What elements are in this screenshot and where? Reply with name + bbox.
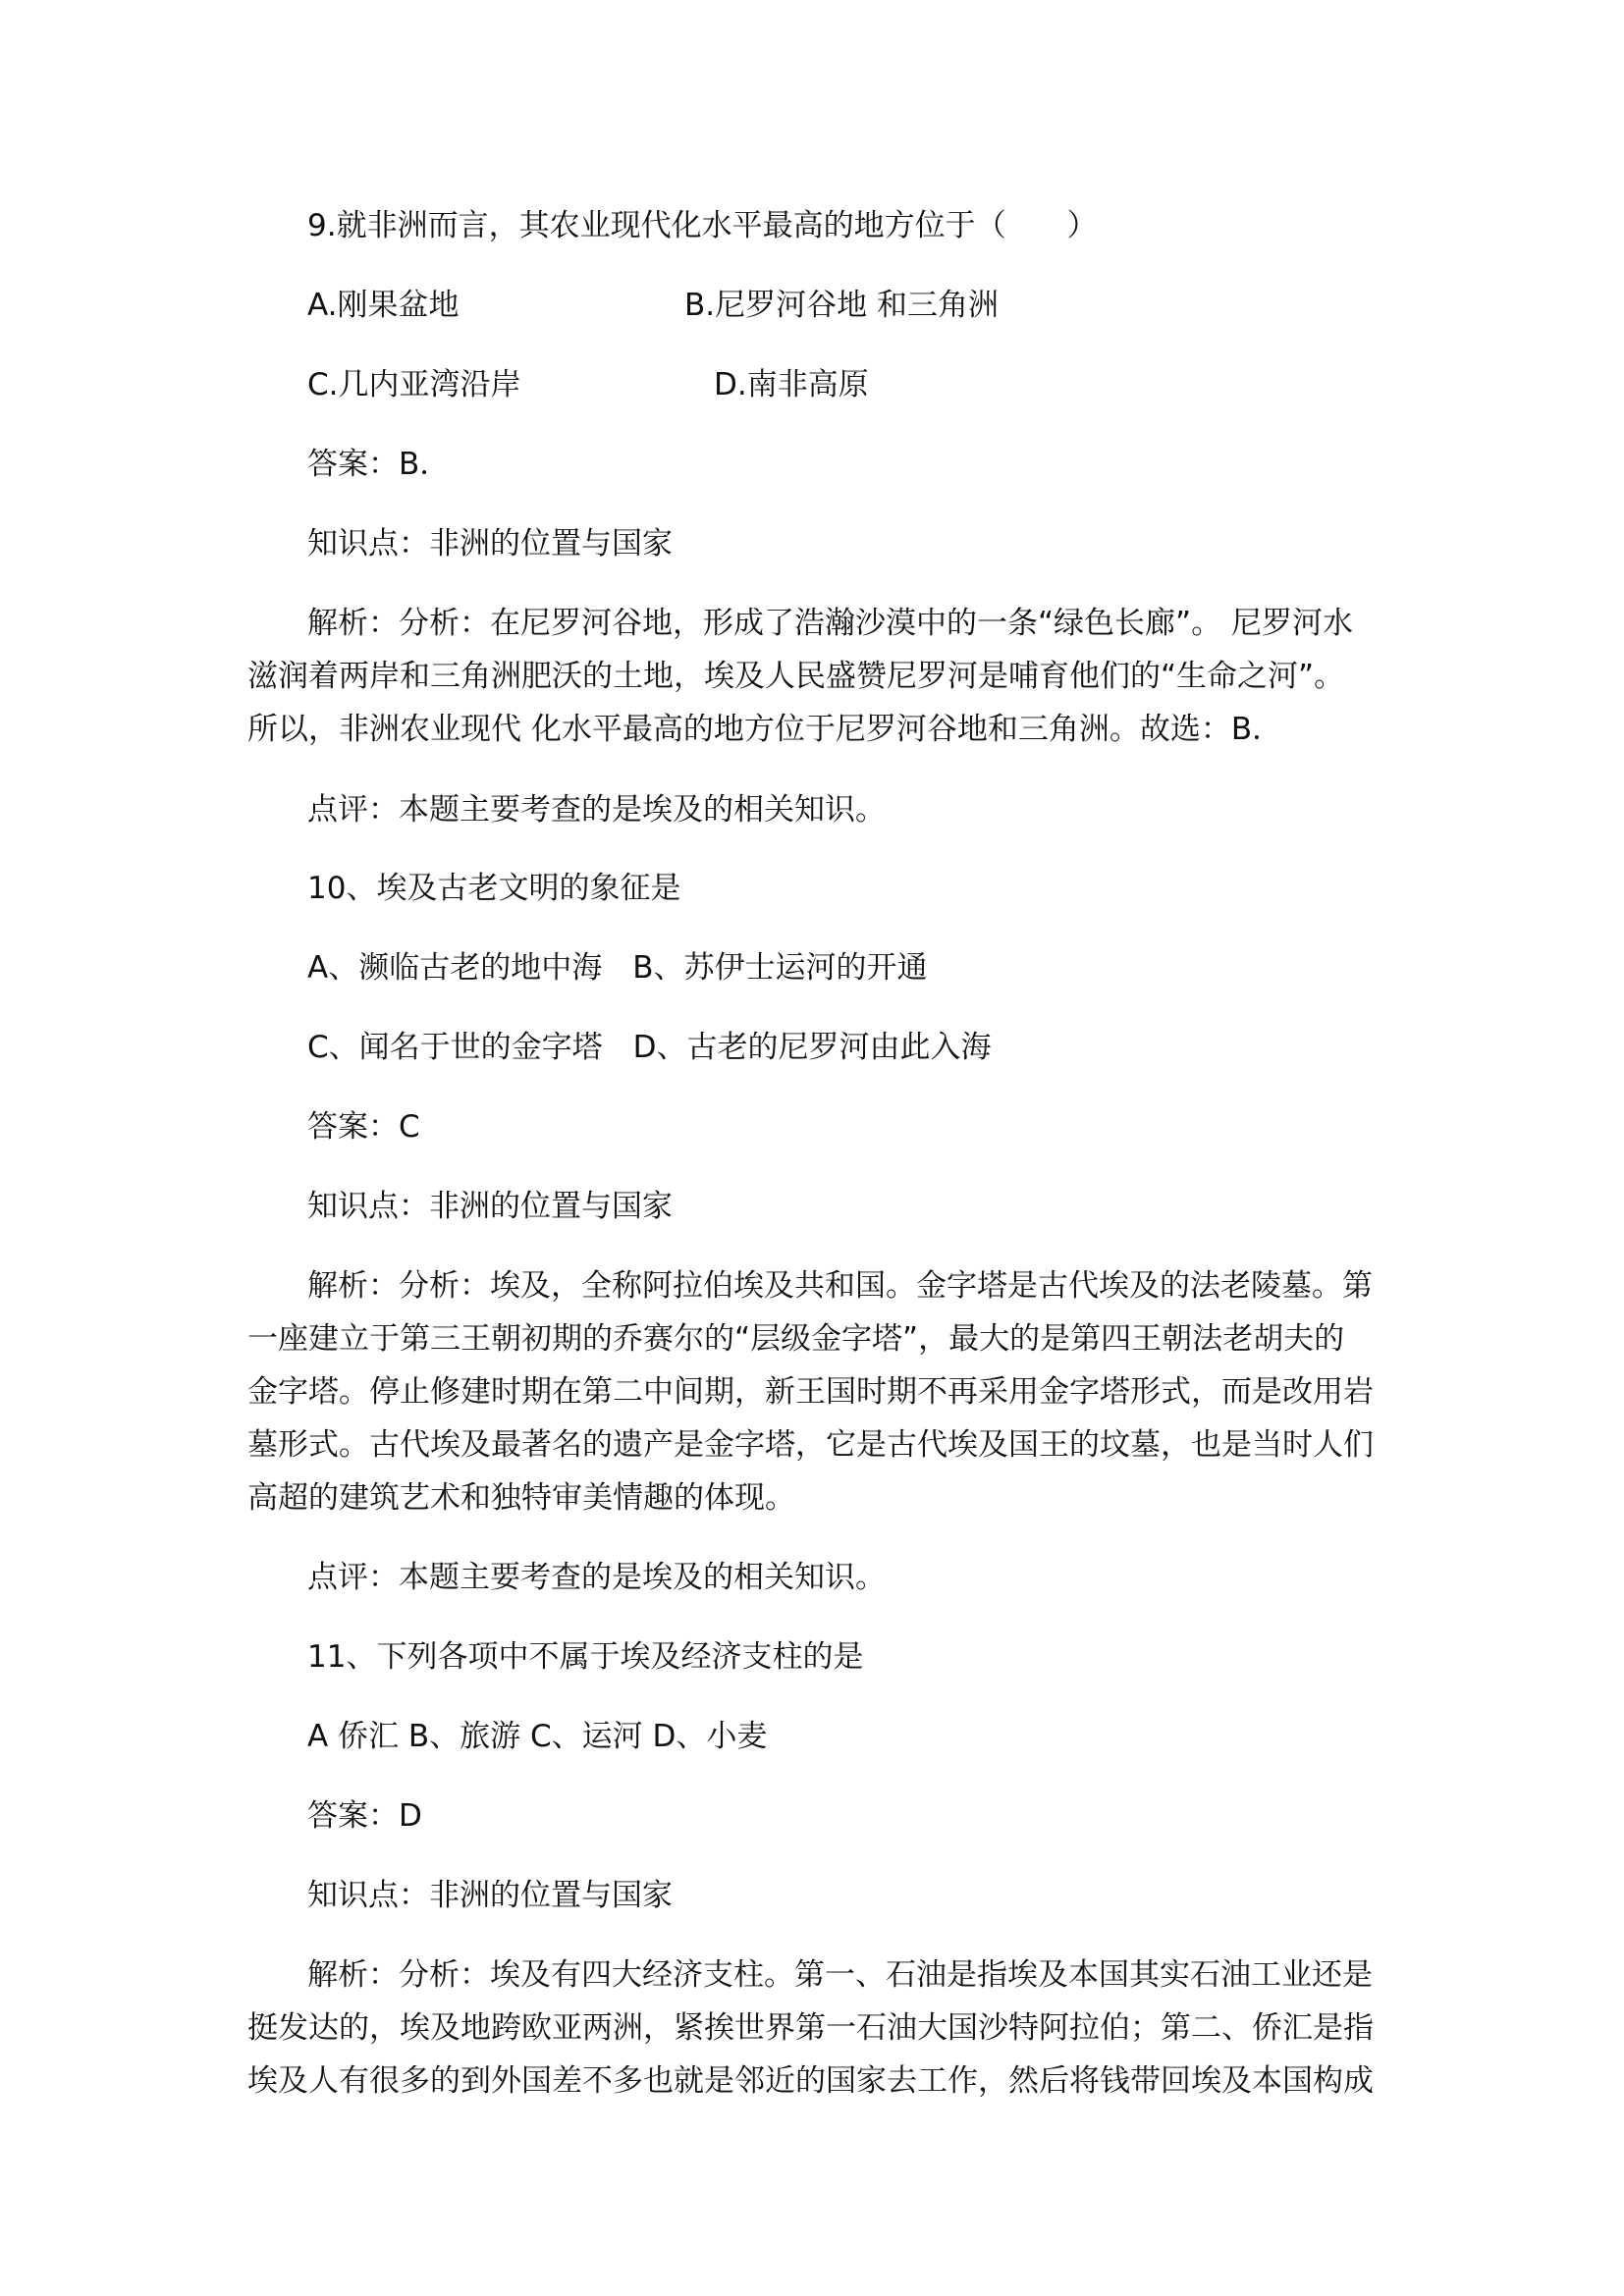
q10-options-line: A、濒临古老的地中海 B、苏伊士运河的开通 xyxy=(307,950,928,986)
q10-answer: 答案：C xyxy=(307,1109,420,1145)
q9-question: 9.就非洲而言，其农业现代化水平最高的地方位于（ ） xyxy=(307,208,1098,243)
q9-analysis-line: 解析：分析：在尼罗河谷地，形成了浩瀚沙漠中的一条“绿色长廊”。 尼罗河水 xyxy=(307,606,1353,641)
q11-knowledge-point: 知识点：非洲的位置与国家 xyxy=(307,1878,673,1913)
q10-analysis-line: 一座建立于第三王朝初期的乔赛尔的“层级金字塔”，最大的是第四王朝法老胡夫的 xyxy=(247,1321,1345,1357)
q9-option-d: D.南非高原 xyxy=(714,367,869,402)
q9-comment: 点评：本题主要考查的是埃及的相关知识。 xyxy=(307,792,886,828)
q11-question: 11、下列各项中不属于埃及经济支柱的是 xyxy=(307,1639,864,1675)
q11-analysis-line: 挺发达的，埃及地跨欧亚两洲，紧挨世界第一石油大国沙特阿拉伯；第二、侨汇是指 xyxy=(247,2010,1374,2046)
q10-question: 10、埃及古老文明的象征是 xyxy=(307,871,681,906)
q9-option-b: B.尼罗河谷地 和三角洲 xyxy=(684,288,999,323)
q10-analysis-line: 墓形式。古代埃及最著名的遗产是金字塔，它是古代埃及国王的坟墓，也是当时人们 xyxy=(247,1427,1374,1463)
q10-analysis-line: 高超的建筑艺术和独特审美情趣的体现。 xyxy=(247,1480,795,1516)
q10-analysis-line: 解析：分析：埃及，全称阿拉伯埃及共和国。金字塔是古代埃及的法老陵墓。第 xyxy=(307,1268,1373,1304)
q11-answer: 答案：D xyxy=(307,1798,422,1834)
q9-analysis-line: 所以，非洲农业现代 化水平最高的地方位于尼罗河谷地和三角洲。故选：B． xyxy=(247,712,1283,747)
q11-analysis-line: 埃及人有很多的到外国差不多也就是邻近的国家去工作，然后将钱带回埃及本国构成 xyxy=(247,2063,1374,2099)
q9-analysis-line: 滋润着两岸和三角洲肥沃的土地，埃及人民盛赞尼罗河是哺育他们的“生命之河”。 xyxy=(247,659,1345,694)
q11-options: A 侨汇 B、旅游 C、运河 D、小麦 xyxy=(307,1719,768,1754)
q9-option-a: A.刚果盆地 xyxy=(307,288,460,323)
q10-options-line: C、闻名于世的金字塔 D、古老的尼罗河由此入海 xyxy=(307,1030,992,1065)
q10-knowledge-point: 知识点：非洲的位置与国家 xyxy=(307,1189,673,1224)
q9-answer: 答案：B． xyxy=(307,447,451,482)
q11-analysis-line: 解析：分析：埃及有四大经济支柱。第一、石油是指埃及本国其实石油工业还是 xyxy=(307,1957,1373,1993)
q9-option-c: C.几内亚湾沿岸 xyxy=(307,367,521,402)
q9-knowledge-point: 知识点：非洲的位置与国家 xyxy=(307,526,673,561)
q10-comment: 点评：本题主要考查的是埃及的相关知识。 xyxy=(307,1560,886,1595)
q10-analysis-line: 金字塔。停止修建时期在第二中间期，新王国时期不再采用金字塔形式，而是改用岩 xyxy=(247,1374,1374,1410)
